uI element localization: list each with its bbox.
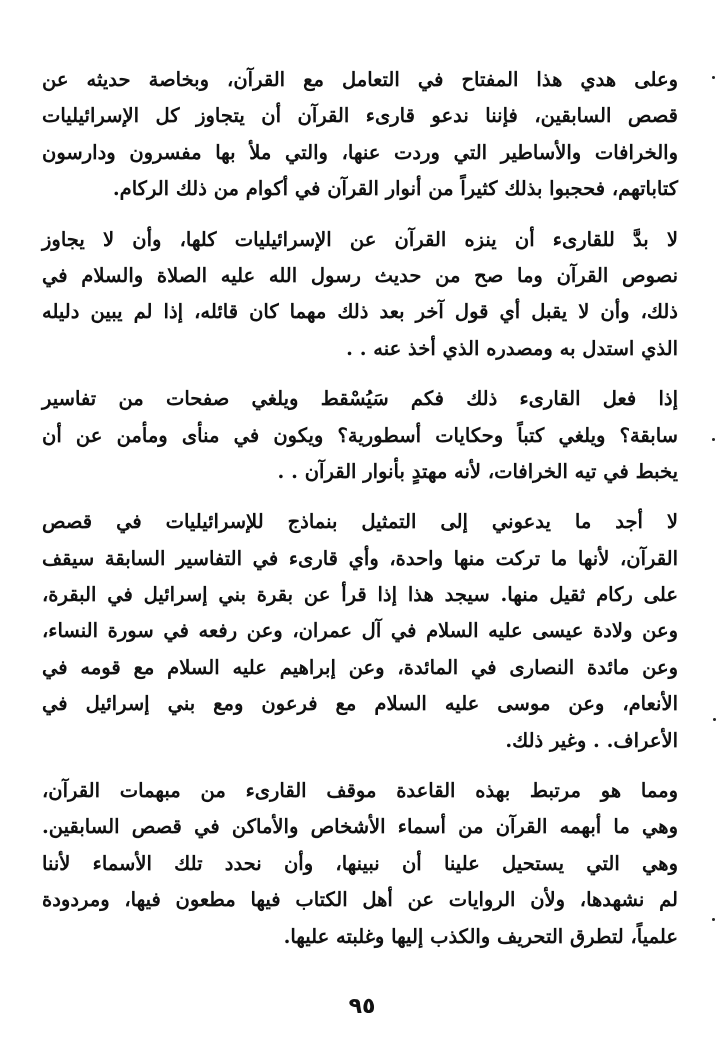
- text-line: كتاباتهم، فحجبوا بذلك كثيراً من أنوار القرآن في أكوام من ذلك الركام.: [112, 177, 678, 201]
- text-line: علمياً، لتطرق التحريف والكذب إليها وغلبته عليها.: [283, 924, 678, 948]
- text-line: وعلى هدي هذا المفتاح في التعامل مع القرآن، وبخاصة حديثه عن: [42, 68, 678, 91]
- scan-speck: [713, 718, 716, 721]
- text-line: قصص السابقين، فإننا ندعو قارىء القرآن أن يتجاوز كل الإسرائيليات: [42, 104, 678, 128]
- text-line: نصوص القرآن وما صح من حديث رسول الله عليه الصلاة والسلام في: [42, 263, 678, 287]
- text-line: ذلك، وأن لا يقبل أي قول آخر بعد ذلك مهما كان قائله، إذا لم يبين دليله: [42, 300, 678, 324]
- text-line: لا أجد ما يدعوني إلى التمثيل بنماذج للإسرائيليات في قصص: [42, 510, 678, 534]
- text-line: على ركام ثقيل منها. سيجد هذا إذا قرأ عن بقرة بني إسرائيل في البقرة،: [42, 583, 678, 607]
- paragraph-1: [42, 62, 678, 208]
- text-line: إذا فعل القارىء ذلك فكم سَيُسْقط ويلغي صفحات من تفاسير: [42, 387, 678, 411]
- text-line: الذي استدل به ومصدره الذي أخذ عنه . .: [346, 336, 678, 360]
- text-line: الأعراف. . وغير ذلك.: [505, 728, 678, 752]
- text-line: لا بدَّ للقارىء أن ينزه القرآن عن الإسرائيليات كلها، وأن لا يجاوز: [42, 227, 678, 251]
- paragraph-3: [42, 381, 678, 490]
- text-line: القرآن، لأنها ما تركت منها واحدة، وأي قارىء في التفاسير السابقة سيقف: [42, 546, 678, 570]
- paragraph-2: [42, 222, 678, 368]
- page-body: [42, 62, 678, 969]
- text-line: وهي التي يستحيل علينا أن نبينها، وأن نحدد تلك الأسماء لأننا: [42, 851, 678, 875]
- page-number: ٩٥: [348, 994, 376, 1019]
- paragraph-4: [42, 504, 678, 759]
- text-line: سابقة؟ ويلغي كتباً وحكايات أسطورية؟ ويكون في منأى ومأمن عن أن: [42, 423, 678, 447]
- scan-speck: [712, 76, 715, 79]
- text-line: الأنعام، وعن موسى عليه السلام مع فرعون ومع بني إسرائيل في: [42, 692, 678, 716]
- paragraph-5: [42, 773, 678, 955]
- scan-speck: [712, 918, 715, 921]
- text-line: وهي ما أبهمه القرآن من أسماء الأشخاص والأماكن في قصص السابقين.: [42, 815, 678, 839]
- text-line: ومما هو مرتبط بهذه القاعدة موقف القارىء من مبهمات القرآن،: [42, 779, 678, 803]
- text-line: يخبط في تيه الخرافات، لأنه مهتدٍ بأنوار القرآن . .: [277, 459, 678, 483]
- text-line: وعن مائدة النصارى في المائدة، وعن إبراهيم عليه السلام مع قومه في: [42, 655, 678, 679]
- text-line: وعن ولادة عيسى عليه السلام في آل عمران، وعن رفعه في سورة النساء،: [42, 619, 678, 643]
- scan-speck: [712, 438, 715, 441]
- text-line: لم نشهدها، ولأن الروايات عن أهل الكتاب فيها مطعون فيها، ومردودة: [42, 888, 678, 912]
- text-line: والخرافات والأساطير التي وردت عنها، والتي ملأ بها مفسرون ودارسون: [42, 140, 678, 164]
